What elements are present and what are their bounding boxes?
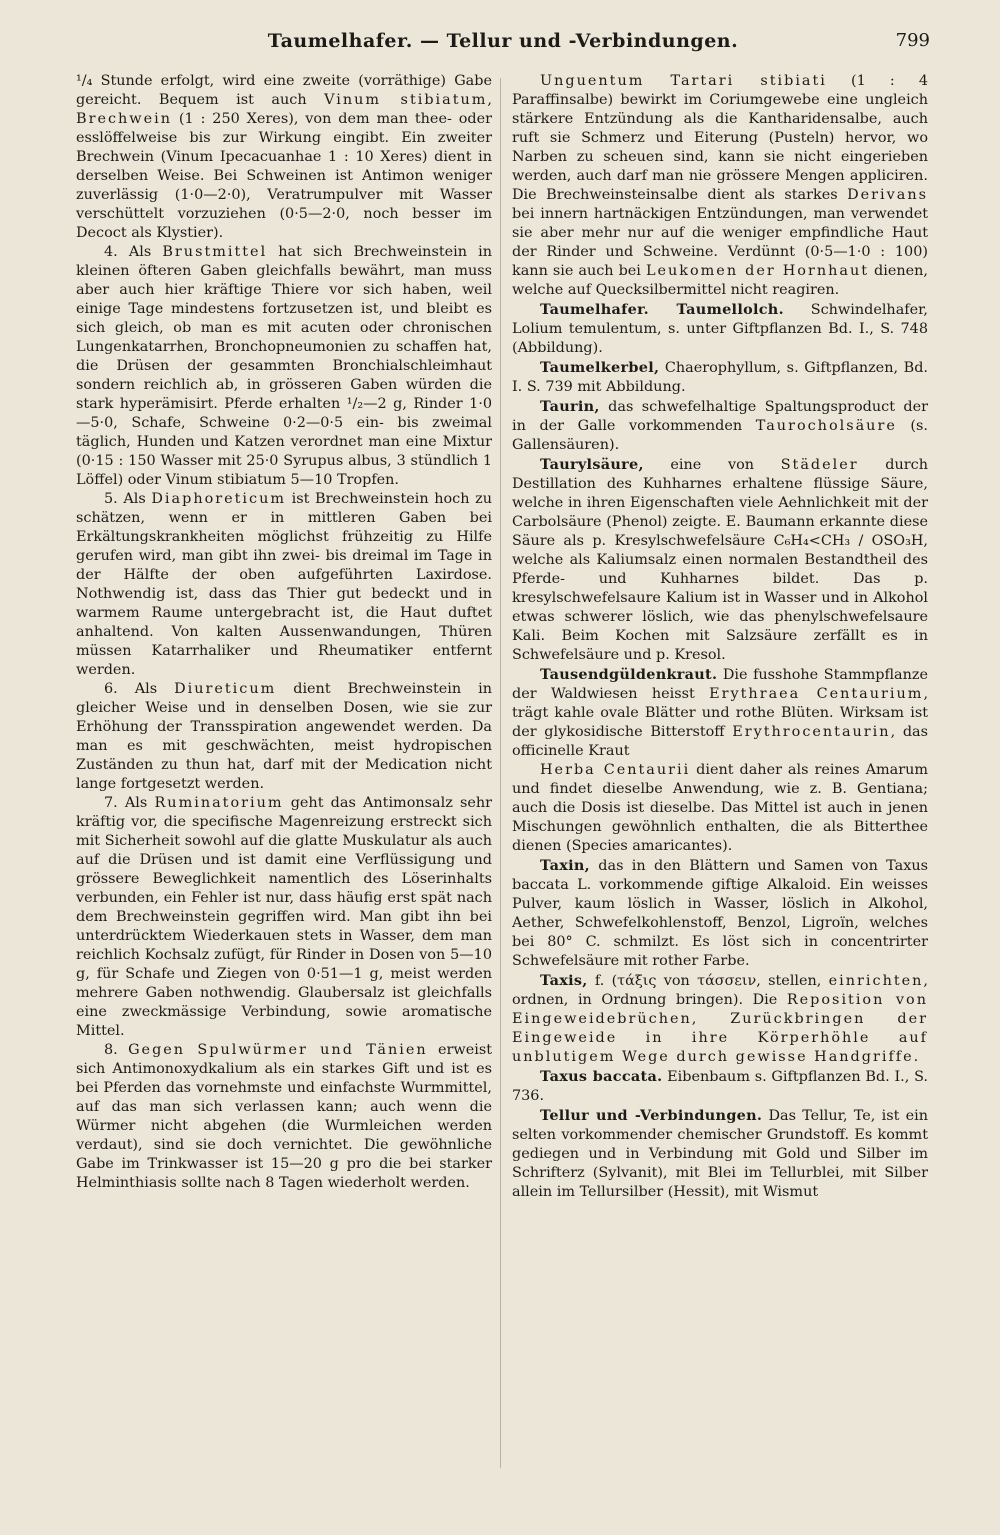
text-run: 5. Als — [104, 491, 152, 507]
entry-headword: Taurin, — [540, 398, 600, 415]
paragraph — [512, 300, 928, 358]
text-run: , ordnen, in Ordnung bringen). Die — [512, 973, 928, 1008]
text-run: hat sich Brechweinstein in kleinen öfteren Gaben gleichfalls bewährt, man muss aber auch hier kräftige Thiere vor sich haben, weil einige Tage mindestens fortzusetzen ist, und bleibt es sich gleich, ob man es mit acuten oder chronischen Lungenkatarrhen, Bronchopneumonien zu schaffen hat, die Drüsen der gesammten Bronchialschleimhaut sondern reichlich ab, in grösseren Gaben würden die stark hyperämisirt. Pferde erhalten ¹/₂—2 g, Rinder 1·0—5·0, Schafe, Schweine 0·2—0·5 ein- bis zweimal täglich, Hunden und Katzen verordnet man eine Mixtur (0·15 : 150 Wasser mit 25·0 Syrupus albus, 3 stündlich 1 Löffel) oder Vinum stibiatum 5—10 Tropfen. — [76, 244, 492, 488]
paragraph — [76, 680, 492, 794]
spaced-term: Ruminatorium — [154, 795, 284, 811]
entry-headword: Tellur und -Verbindungen. — [540, 1107, 763, 1124]
text-run: , — [487, 92, 492, 108]
text-run: (1 : 250 Xeres), von dem man thee- oder esslöffelweise bis zur Wirkung eingibt. Ein zweiter Brechwein (Vinum Ipecacuanhae 1 : 10 Xeres) dient in derselben Weise. Bei Schweinen ist Antimon weniger zuverlässig (1·0—2·0), Veratrumpulver mit Wasser verschüttelt vorzuziehen (0·5—2·0, noch besser im Decoct als Klystier). — [76, 111, 492, 241]
text-run: , trägt kahle ovale Blätter und rothe Blüten. Wirksam ist der glykosidische Bitterstoff — [512, 686, 929, 740]
text-run: geht das Antimonsalz sehr kräftig vor, die specifische Magenreizung erstreckt sich mit Sicherheit sowohl auf die glatte Muskulatur als auch auf die Drüsen und ist damit eine Verflüssigung und grössere Beweglichkeit namentlich des Löserinhalts verbunden, ein Fehler ist nur, dass häufig erst spät nach dem Brechweinstein gegriffen wird. Man gibt ihn bei unterdrücktem Wiederkauen stets in Wasser, dem man reichlich Kochsalz zufügt, für Rinder in Dosen von 5—10 g, für Schafe und Ziegen von 0·51—1 g, meist werden mehrere Gaben nothwendig. Glaubersalz ist gleichfalls eine zweckmässige Verbindung, sowie aromatische Mittel. — [76, 795, 492, 1039]
spaced-term: Brustmittel — [162, 244, 268, 260]
paragraph — [512, 856, 928, 971]
spaced-term: Brechwein — [76, 111, 173, 127]
text-run: eine von — [643, 457, 781, 473]
text-run: bei innern hartnäckigen Entzündungen, man verwendet sie aber mehr nur auf die weniger empfindliche Haut der Rinder und Schweine. Verdünnt (0·5—1·0 : 100) kann sie auch bei — [512, 206, 928, 279]
spaced-term: Gegen Spulwürmer und Tänien — [128, 1042, 428, 1058]
text-run: Die fusshohe Stammpflanze der Waldwiesen heisst — [512, 667, 928, 702]
spaced-term: Erythraea Centaurium — [709, 686, 924, 702]
spaced-term: Unguentum Tartari stibiati — [540, 73, 827, 89]
paragraph — [512, 761, 928, 856]
page-number: 799 — [895, 30, 930, 51]
spaced-term: Diaphoreticum — [151, 491, 287, 507]
spaced-term: Leukomen der Hornhaut — [645, 263, 870, 279]
paragraph — [76, 243, 492, 490]
text-run: das schwefelhaltige Spaltungsproduct der in der Galle vorkommenden — [512, 399, 928, 434]
spaced-term: Derivans — [847, 187, 928, 203]
text-run: 6. Als — [104, 681, 175, 697]
text-run: Eibenbaum s. Giftpflanzen Bd. I., S. 736. — [512, 1069, 928, 1104]
paragraph — [512, 665, 928, 761]
entry-headword: Taumelhafer. Taumellolch. — [540, 301, 784, 318]
paragraph — [76, 794, 492, 1041]
text-run: 4. Als — [104, 244, 163, 260]
text-run: 7. Als — [104, 795, 155, 811]
left-column — [76, 72, 492, 1193]
paragraph — [76, 1041, 492, 1193]
spaced-term: Herba Centaurii — [540, 762, 691, 778]
text-run: dient daher als reines Amarum und findet dieselbe Anwendung, wie z. B. Gentiana; auch die Dosis ist dieselbe. Das Mittel ist auch in jenen Mischungen gewöhnlich enthalten, die als Bitterthee dienen (Species amaricantes). — [512, 762, 929, 854]
text-run: (1 : 4 Paraffinsalbe) bewirkt im Coriumgewebe eine ungleich stärkere Entzündung als die Kantharidensalbe, auch ruft sie Schmerz und Eiterung (Pusteln) hervor, wo Narben zu scheuen sind, kann sie nicht eingerieben werden, auch darf man nie grössere Mengen appliciren. Die Brechweinsteinsalbe dient als starkes — [512, 73, 928, 203]
paragraph — [76, 72, 492, 243]
spaced-term: Diureticum — [174, 681, 277, 697]
text-run: , das officinelle Kraut — [512, 724, 928, 759]
text-run: (s. Gallensäuren). — [512, 418, 929, 453]
column-divider — [500, 78, 501, 1468]
text-run: durch Destillation des Kuhharnes erhaltene flüssige Säure, welche in ihren Eigenschaften viele Aehnlichkeit mit der Carbolsäure (Phenol) zeigte. E. Baumann erkannte diese Säure als p. Kresylschwefelsäure C₆H₄<CH₃ / OSO₃H, welche als Kaliumsalz einen normalen Bestandtheil des Pferde- und Kuhharnes bildet. Das p. kresylschwefelsaure Kalium ist in Wasser und in Alkohol etwas schwerer löslich, wie das phenylschwefelsaure Kali. Beim Kochen mit Salzsäure zerfällt es in Schwefelsäure und p. Kresol. — [512, 457, 928, 663]
text-run: Das Tellur, Te, ist ein selten vorkommender chemischer Grundstoff. Es kommt gediegen und in Verbindung mit Gold und Silber im Schrifterz (Sylvanit), mit Blei im Tellurblei, mit Silber allein im Tellursilber (Hessit), mit Wismut — [512, 1108, 929, 1200]
paragraph — [512, 358, 928, 397]
running-header — [76, 30, 930, 56]
entry-headword: Taxis, — [540, 972, 588, 989]
spaced-term: Taurocholsäure — [755, 418, 897, 434]
paragraph — [512, 455, 928, 665]
right-column — [512, 72, 928, 1202]
text-run: dient Brechweinstein in gleicher Weise und in denselben Dosen, wie sie zur Erhöhung der Transspiration angewendet werden. Da man es mit geschwächten, meist hydropischen Zuständen zu thun hat, darf mit der Medication nicht lange fortgesetzt werden. — [76, 681, 492, 792]
text-run: dienen, welche auf Quecksilbermittel nicht reagiren. — [512, 263, 928, 298]
text-run: Chaerophyllum, s. Giftpflanzen, Bd. I. S. 739 mit Abbildung. — [512, 360, 928, 395]
text-run: Schwindelhafer, Lolium temulentum, s. unter Giftpflanzen Bd. I., S. 748 (Abbildung). — [512, 302, 928, 356]
text-run: erweist sich Antimonoxydkalium als ein starkes Gift und ist es bei Pferden das vornehmste und einfachste Wurmmittel, auf das man sich verlassen kann; auch wenn die Würmer nicht abgehen (die Wurmleichen werden verdaut), sind sie doch vernichtet. Die gewöhnliche Gabe im Trinkwasser ist 15—20 g pro die bei starker Helminthiasis sollte nach 8 Tagen wiederholt werden. — [76, 1042, 492, 1191]
entry-headword: Taxus baccata. — [540, 1068, 663, 1085]
text-run: f. (τάξις von τάσσειν, stellen, — [587, 973, 829, 989]
paragraph — [76, 490, 492, 680]
text-run: 8. — [104, 1042, 129, 1058]
entry-headword: Taurylsäure, — [540, 456, 644, 473]
spaced-term: Städeler — [780, 457, 859, 473]
paragraph — [512, 72, 928, 300]
spaced-term: Vinum stibiatum — [324, 92, 488, 108]
entry-headword: Taxin, — [540, 857, 590, 874]
paragraph — [512, 971, 928, 1067]
paragraph — [512, 1106, 928, 1202]
text-run: das in den Blättern und Samen von Taxus baccata L. vorkommende giftige Alkaloid. Ein weisses Pulver, kaum löslich in Wasser, löslich in Alkohol, Aether, Schwefelkohlenstoff, Benzol, Ligroïn, welches bei 80° C. schmilzt. Es löst sich in concentrirter Schwefelsäure mit rother Farbe. — [512, 858, 928, 969]
text-run: ist Brechweinstein hoch zu schätzen, wenn er in mittleren Gaben bei Erkältungskrankheiten möglichst frühzeitig zu Hilfe gerufen wird, man gibt ihn zwei- bis dreimal im Tage in der Hälfte der oben aufgeführten Laxirdose. Nothwendig ist, dass das Thier gut bedeckt und in warmem Raume untergebracht ist, die Haut duftet anhaltend. Von kalten Aussenwandungen, Thüren müssen Katarrhaliker und Rheumatiker entfernt werden. — [76, 491, 492, 678]
spaced-term: Erythrocentaurin — [732, 724, 891, 740]
text-run: ¹/₄ Stunde erfolgt, wird eine zweite (vorräthige) Gabe gereicht. Bequem ist auch — [76, 73, 492, 108]
paragraph — [512, 397, 928, 455]
spaced-term: Reposition von Eingeweidebrüchen, Zurückbringen der Eingeweide in ihre Körperhöhle auf unblutigem Wege durch gewisse Handgriffe. — [512, 992, 928, 1065]
entry-headword: Taumelkerbel, — [540, 359, 660, 376]
spaced-term: einrichten — [828, 973, 924, 989]
entry-headword: Tausendgüldenkraut. — [540, 666, 718, 683]
paragraph — [512, 1067, 928, 1106]
running-title: Taumelhafer. — Tellur und -Verbindungen. — [267, 30, 739, 52]
